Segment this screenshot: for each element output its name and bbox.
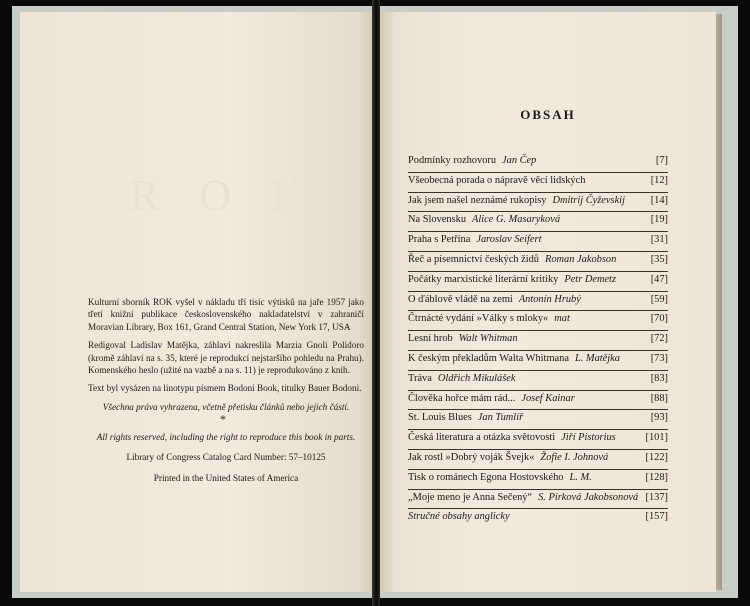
toc-entry-title: Čtrnácté vydání »Války s mloky« (408, 313, 549, 325)
toc-entry (408, 391, 668, 411)
toc-entry-author: Jaroslav Seifert (476, 234, 542, 246)
toc-entry (408, 450, 668, 470)
toc-entry-author: Josef Kainar (521, 392, 575, 404)
toc-entry (408, 311, 668, 331)
toc-entry (408, 371, 668, 391)
toc-entry-page: [128] (645, 471, 668, 483)
toc-entry-author: Dmitrij Čyževskij (552, 194, 625, 206)
toc-entry-title: Česká literatura a otázka světovosti (408, 432, 556, 444)
toc-entry-title: „Moje meno je Anna Sečený“ (408, 491, 533, 503)
toc-entry-page: [93] (650, 412, 668, 424)
toc-entry-page: [14] (650, 194, 668, 206)
toc-entry (408, 331, 668, 351)
catalog-number: Library of Congress Catalog Card Number: 57–10125 (126, 452, 326, 462)
colophon (88, 296, 364, 419)
toc-entry-author: mat (554, 313, 570, 325)
rights-notice: All rights reserved, including the right to reproduce this book in parts. (96, 432, 356, 442)
toc-entry-page: [137] (645, 491, 668, 503)
toc-entry-title: St. Louis Blues (408, 412, 472, 424)
toc-entry (408, 252, 668, 272)
toc-entry-title: Jak rostl »Dobrý voják Švejk« (408, 451, 535, 463)
toc-entry-author: L. M. (569, 471, 592, 483)
toc-entry (408, 470, 668, 490)
toc-entry-page: [12] (650, 174, 668, 186)
toc-entry-author: Oldřich Mikulášek (437, 372, 516, 384)
toc-entry-author: S. Pirková Jakobsonová (538, 491, 639, 503)
toc-entry-page: [47] (650, 273, 668, 285)
toc-entry-page: [83] (650, 372, 668, 384)
toc-entry-page: [157] (645, 511, 668, 523)
toc-entry-title: Na Slovensku (408, 214, 467, 226)
table-of-contents (408, 153, 668, 529)
toc-entry (408, 509, 668, 529)
toc-entry-page: [72] (650, 333, 668, 345)
toc-entry-author: Petr Demetz (564, 273, 616, 285)
toc-entry-page: [88] (650, 392, 668, 404)
toc-entry-author: Walt Whitman (458, 333, 518, 345)
toc-entry-title: Stručné obsahy anglicky (408, 511, 510, 523)
toc-entry-author: L. Matějka (574, 352, 620, 364)
toc-entry-page: [19] (650, 214, 668, 226)
toc-entry-title: Podmínky rozhovoru (408, 155, 497, 166)
toc-entry-page: [122] (645, 451, 668, 463)
colophon-typeface: Text byl vysázen na linotypu písmem Bodoni Book, titulky Bauer Bodoni. (88, 383, 362, 394)
toc-entry (408, 193, 668, 213)
show-through-title: ROK (130, 171, 343, 220)
colophon-publication: Kulturní sborník ROK vyšel v nákladu tří tisíc výtisků na jaře 1957 jako třetí knižní publikace československého nakladatelství v zahraničí Moravian Library, Box 161, Grand Central Station, New York 17, USA (88, 297, 364, 332)
toc-entry-author: Jan Čep (502, 155, 537, 166)
toc-entry-author: Antonín Hrubý (518, 293, 581, 305)
toc-entry-page: [73] (650, 352, 668, 364)
toc-entry-author: Roman Jakobson (545, 253, 617, 265)
toc-entry-page: [35] (650, 253, 668, 265)
book-gutter (372, 0, 380, 606)
toc-entry (408, 410, 668, 430)
toc-entry-title: Lesní hrob (408, 333, 453, 345)
toc-entry-title: Všeobecná porada o nápravě věcí lidských (408, 174, 586, 186)
toc-entry-title: Tráva (408, 372, 432, 384)
toc-entry-page: [59] (650, 293, 668, 305)
toc-entry (408, 173, 668, 193)
colophon-rights-cz: Všechna práva vyhrazena, včetně přetisku článků nebo jejich částí. (102, 401, 350, 412)
toc-entry (408, 232, 668, 252)
toc-entry (408, 272, 668, 292)
toc-title: OBSAH (520, 107, 576, 122)
toc-entry-author: Jiří Pistorius (561, 432, 616, 444)
toc-entry (408, 212, 668, 232)
toc-entry-author: Alice G. Masaryková (472, 214, 561, 226)
toc-entry-title: Praha s Petřína (408, 234, 471, 246)
toc-entry-page: [31] (650, 234, 668, 246)
toc-entry-title: Člověka hořce mám rád... (408, 392, 516, 404)
toc-entry-page: [7] (655, 155, 668, 166)
toc-entry-title: Jak jsem našel neznámé rukopisy (408, 194, 547, 206)
toc-entry (408, 490, 668, 510)
page-edges (716, 14, 722, 590)
toc-entry (408, 292, 668, 312)
printed-in: Printed in the United States of America (153, 473, 299, 483)
toc-entry-title: K českým překladům Walta Whitmana (408, 352, 569, 364)
toc-entry-title: Počátky marxistické literární kritiky (408, 273, 559, 285)
toc-entry-title: Řeč a písemnictví českých židů (408, 253, 539, 265)
toc-entry-title: Tisk o románech Egona Hostovského (408, 471, 564, 483)
colophon-editor: Redigoval Ladislav Matějka, záhlaví nakreslila Marzia Gnoli Polidoro (kromě záhlaví na s. 35, které je reprodukcí nejstaršího pohledu na Prahu). Komenského heslo (užité na vazbě a na s. 11) je reprodukováno z knih. (88, 340, 364, 376)
toc-entry-author: Žofie I. Johnová (540, 451, 609, 463)
separator-star: * (220, 412, 226, 426)
toc-entry-page: [101] (645, 432, 668, 444)
toc-entry (408, 351, 668, 371)
toc-entry (408, 153, 668, 173)
toc-entry-title: O ďáblově vládě na zemi (408, 293, 513, 305)
toc-entry (408, 430, 668, 450)
toc-entry-page: [70] (650, 313, 668, 325)
toc-entry-author: Jan Tumlíř (477, 412, 524, 424)
